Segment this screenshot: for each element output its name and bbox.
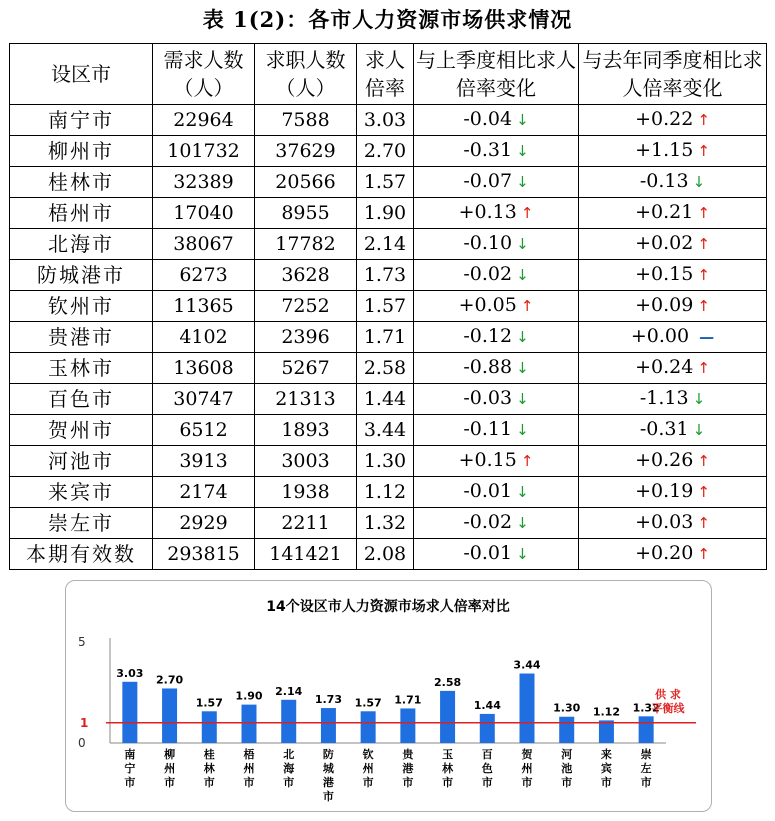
cell-qoq — [414, 539, 579, 570]
cell-demand: 101732 — [153, 136, 255, 167]
bar — [361, 711, 376, 743]
cell-yoy-value: -0.13 — [639, 170, 689, 192]
dash-icon: — — [699, 328, 715, 346]
category-label: 来宾市 — [600, 748, 612, 789]
arrow-up-icon: ↑ — [697, 483, 710, 501]
cell-yoy-value: -1.13 — [639, 387, 689, 409]
header-row — [10, 44, 767, 105]
cell-city: 北海市 — [10, 229, 153, 260]
cell-qoq — [414, 415, 579, 446]
cell-ratio: 2.58 — [357, 353, 414, 384]
ratio-chart — [65, 580, 712, 812]
cell-qoq — [414, 322, 579, 353]
arrow-down-icon: ↓ — [516, 111, 529, 129]
bar-value-label: 1.71 — [394, 693, 422, 707]
cell-qoq — [414, 508, 579, 539]
cell-yoy-value: +0.15 — [635, 263, 694, 285]
arrow-up-icon: ↑ — [697, 266, 710, 284]
cell-qoq — [414, 446, 579, 477]
cell-city: 百色市 — [10, 384, 153, 415]
arrow-down-icon: ↓ — [516, 390, 529, 408]
cell-ratio: 1.57 — [357, 167, 414, 198]
cell-city: 河池市 — [10, 446, 153, 477]
cell-ratio: 1.73 — [357, 260, 414, 291]
arrow-down-icon: ↓ — [516, 142, 529, 160]
cell-qoq — [414, 229, 579, 260]
cell-yoy — [579, 539, 767, 570]
bar-value-label: 1.73 — [314, 693, 342, 707]
bar — [559, 717, 574, 743]
cell-qoq-value: +0.15 — [458, 449, 517, 471]
cell-demand: 13608 — [153, 353, 255, 384]
cell-yoy-value: +0.02 — [635, 232, 694, 254]
col-header-demand: 需求人数（人） — [153, 44, 255, 105]
arrow-down-icon: ↓ — [516, 328, 529, 346]
arrow-up-icon: ↑ — [697, 297, 710, 315]
cell-seekers: 5267 — [255, 353, 357, 384]
bar — [242, 705, 257, 743]
arrow-up-icon: ↑ — [697, 514, 710, 532]
cell-seekers: 8955 — [255, 198, 357, 229]
cell-qoq-value: -0.03 — [463, 387, 513, 409]
cell-qoq-value: -0.02 — [463, 511, 513, 533]
bar-value-label: 1.90 — [235, 689, 263, 703]
cell-qoq — [414, 105, 579, 136]
cell-seekers: 2211 — [255, 508, 357, 539]
arrow-up-icon: ↑ — [520, 297, 534, 315]
table-row — [10, 167, 767, 198]
cell-city: 崇左市 — [10, 508, 153, 539]
table-row — [10, 477, 767, 508]
table-body — [10, 105, 767, 570]
table-row — [10, 105, 767, 136]
cell-qoq — [414, 353, 579, 384]
col-header-qoq: 与上季度相比求人倍率变化 — [414, 44, 579, 105]
cell-yoy-value: +0.20 — [635, 542, 694, 564]
cell-city: 柳州市 — [10, 136, 153, 167]
balance-line-value: 1 — [80, 715, 89, 730]
arrow-down-icon: ↓ — [692, 390, 706, 408]
cell-yoy — [579, 198, 767, 229]
cell-ratio: 3.44 — [357, 415, 414, 446]
cell-ratio: 1.90 — [357, 198, 414, 229]
cell-demand: 22964 — [153, 105, 255, 136]
cell-city: 本期有效数 — [10, 539, 153, 570]
col-header-ratio: 求人倍率 — [357, 44, 414, 105]
balance-line-annotation: 供 求平衡线 — [651, 688, 685, 715]
arrow-down-icon: ↓ — [516, 514, 529, 532]
arrow-down-icon: ↓ — [516, 359, 529, 377]
bar-value-label: 1.44 — [473, 698, 501, 712]
bar — [122, 682, 137, 743]
cell-yoy-value: +0.19 — [635, 480, 694, 502]
chart-title: 14个设区市人力资源市场求人倍率对比 — [266, 599, 510, 615]
cell-qoq-value: -0.07 — [463, 170, 513, 192]
cell-city: 钦州市 — [10, 291, 153, 322]
cell-qoq-value: -0.04 — [463, 108, 513, 130]
table-row — [10, 198, 767, 229]
cell-ratio: 2.08 — [357, 539, 414, 570]
cell-demand: 293815 — [153, 539, 255, 570]
arrow-up-icon: ↑ — [697, 111, 710, 129]
cell-city: 贺州市 — [10, 415, 153, 446]
cell-qoq-value: -0.01 — [463, 480, 513, 502]
cell-city: 南宁市 — [10, 105, 153, 136]
cell-yoy-value: +0.03 — [635, 511, 694, 533]
supply-demand-table — [9, 43, 767, 570]
cell-demand: 2174 — [153, 477, 255, 508]
bar — [400, 708, 415, 743]
cell-qoq — [414, 260, 579, 291]
bar-value-label: 2.70 — [156, 673, 184, 687]
table-row — [10, 353, 767, 384]
cell-demand: 3913 — [153, 446, 255, 477]
arrow-up-icon: ↑ — [697, 204, 710, 222]
table-row — [10, 446, 767, 477]
cell-seekers: 20566 — [255, 167, 357, 198]
cell-seekers: 1938 — [255, 477, 357, 508]
cell-qoq — [414, 136, 579, 167]
category-label: 防城港市 — [322, 748, 334, 803]
arrow-up-icon: ↑ — [697, 235, 710, 253]
arrow-down-icon: ↓ — [516, 235, 529, 253]
bar-value-label: 1.32 — [632, 701, 660, 715]
cell-seekers: 37629 — [255, 136, 357, 167]
bar — [162, 688, 177, 743]
cell-yoy — [579, 384, 767, 415]
col-header-yoy: 与去年同季度相比求人倍率变化 — [579, 44, 767, 105]
cell-qoq — [414, 167, 579, 198]
cell-ratio: 1.44 — [357, 384, 414, 415]
cell-yoy — [579, 229, 767, 260]
arrow-up-icon: ↑ — [697, 142, 710, 160]
cell-yoy-value: +0.22 — [635, 108, 694, 130]
table-row — [10, 539, 767, 570]
bar-value-label: 3.44 — [513, 658, 541, 672]
table-row — [10, 136, 767, 167]
cell-qoq — [414, 477, 579, 508]
y-tick-label: 5 — [78, 635, 86, 649]
category-label: 贵港市 — [402, 748, 414, 789]
arrow-down-icon: ↓ — [516, 545, 529, 563]
cell-qoq-value: -0.02 — [463, 263, 513, 285]
bar-value-label: 3.03 — [116, 666, 144, 680]
bar-value-label: 2.14 — [275, 684, 303, 698]
category-label: 钦州市 — [362, 748, 374, 789]
cell-ratio: 1.71 — [357, 322, 414, 353]
category-label: 梧州市 — [243, 748, 255, 789]
cell-city: 贵港市 — [10, 322, 153, 353]
category-label: 柳州市 — [164, 748, 176, 789]
arrow-up-icon: ↑ — [520, 452, 534, 470]
bar-value-label: 1.57 — [195, 696, 223, 710]
cell-demand: 6512 — [153, 415, 255, 446]
bar-value-label: 1.30 — [553, 701, 581, 715]
category-label: 百色市 — [481, 748, 493, 789]
cell-yoy — [579, 260, 767, 291]
bar — [202, 711, 217, 743]
cell-seekers: 141421 — [255, 539, 357, 570]
cell-demand: 6273 — [153, 260, 255, 291]
ratio-chart-svg — [66, 581, 711, 811]
category-label: 贺州市 — [521, 748, 533, 789]
cell-seekers: 21313 — [255, 384, 357, 415]
cell-yoy — [579, 508, 767, 539]
cell-city: 玉林市 — [10, 353, 153, 384]
arrow-down-icon: ↓ — [692, 421, 706, 439]
cell-seekers: 7252 — [255, 291, 357, 322]
cell-seekers: 2396 — [255, 322, 357, 353]
cell-demand: 32389 — [153, 167, 255, 198]
cell-city: 来宾市 — [10, 477, 153, 508]
cell-demand: 38067 — [153, 229, 255, 260]
cell-ratio: 1.30 — [357, 446, 414, 477]
table-row — [10, 291, 767, 322]
category-label: 桂林市 — [203, 748, 215, 789]
category-label: 河池市 — [561, 748, 573, 789]
cell-yoy-value: -0.31 — [639, 418, 689, 440]
cell-demand: 11365 — [153, 291, 255, 322]
cell-qoq-value: -0.10 — [463, 232, 513, 254]
bar — [480, 714, 495, 743]
table-row — [10, 229, 767, 260]
cell-seekers: 7588 — [255, 105, 357, 136]
bar — [281, 700, 296, 743]
arrow-down-icon: ↓ — [692, 173, 706, 191]
cell-qoq-value: -0.12 — [463, 325, 513, 347]
table-row — [10, 322, 767, 353]
cell-yoy-value: +0.00 — [630, 325, 690, 347]
cell-seekers: 17782 — [255, 229, 357, 260]
cell-qoq-value: -0.31 — [463, 139, 513, 161]
table-row — [10, 508, 767, 539]
cell-yoy — [579, 167, 767, 198]
arrow-down-icon: ↓ — [516, 266, 529, 284]
cell-yoy-value: +0.21 — [635, 201, 694, 223]
category-label: 崇左市 — [640, 748, 652, 789]
bar — [639, 716, 654, 743]
cell-ratio: 2.14 — [357, 229, 414, 260]
bar-value-label: 1.12 — [592, 705, 620, 719]
cell-ratio: 2.70 — [357, 136, 414, 167]
cell-yoy — [579, 415, 767, 446]
arrow-up-icon: ↑ — [520, 204, 534, 222]
col-header-seekers: 求职人数（人） — [255, 44, 357, 105]
cell-yoy-value: +0.09 — [635, 294, 694, 316]
cell-ratio: 3.03 — [357, 105, 414, 136]
bar — [599, 720, 614, 743]
cell-seekers: 3628 — [255, 260, 357, 291]
arrow-down-icon: ↓ — [516, 421, 529, 439]
bar-value-label: 1.57 — [354, 696, 382, 710]
cell-demand: 17040 — [153, 198, 255, 229]
cell-city: 梧州市 — [10, 198, 153, 229]
cell-ratio: 1.12 — [357, 477, 414, 508]
cell-qoq-value: +0.05 — [458, 294, 517, 316]
cell-yoy — [579, 105, 767, 136]
cell-yoy — [579, 353, 767, 384]
table-row — [10, 415, 767, 446]
cell-ratio: 1.57 — [357, 291, 414, 322]
bar — [440, 691, 455, 743]
cell-demand: 2929 — [153, 508, 255, 539]
table-row — [10, 384, 767, 415]
cell-qoq — [414, 384, 579, 415]
bar-value-label: 2.58 — [434, 675, 462, 689]
cell-yoy — [579, 446, 767, 477]
cell-ratio: 1.32 — [357, 508, 414, 539]
arrow-up-icon: ↑ — [697, 545, 710, 563]
table-title: 表 1(2)：各市人力资源市场供求情况 — [202, 7, 573, 32]
category-label: 玉林市 — [442, 748, 454, 789]
cell-yoy — [579, 477, 767, 508]
cell-city: 桂林市 — [10, 167, 153, 198]
cell-demand: 4102 — [153, 322, 255, 353]
cell-seekers: 3003 — [255, 446, 357, 477]
y-tick-label: 0 — [78, 736, 86, 750]
col-header-city: 设区市 — [10, 44, 153, 105]
cell-yoy — [579, 291, 767, 322]
cell-yoy-value: +1.15 — [635, 139, 694, 161]
arrow-up-icon: ↑ — [697, 452, 710, 470]
cell-demand: 30747 — [153, 384, 255, 415]
bar — [321, 708, 336, 743]
cell-yoy-value: +0.26 — [635, 449, 694, 471]
arrow-down-icon: ↓ — [516, 483, 529, 501]
cell-qoq-value: -0.11 — [463, 418, 513, 440]
cell-city: 防城港市 — [10, 260, 153, 291]
table-row — [10, 260, 767, 291]
cell-qoq-value: +0.13 — [458, 201, 517, 223]
cell-seekers: 1893 — [255, 415, 357, 446]
cell-qoq — [414, 291, 579, 322]
cell-yoy-value: +0.24 — [635, 356, 694, 378]
category-label: 北海市 — [283, 748, 295, 789]
cell-qoq-value: -0.01 — [463, 542, 513, 564]
cell-yoy — [579, 322, 767, 353]
category-label: 南宁市 — [124, 748, 136, 789]
cell-qoq — [414, 198, 579, 229]
cell-yoy — [579, 136, 767, 167]
bar — [520, 674, 535, 743]
arrow-up-icon: ↑ — [697, 359, 710, 377]
cell-qoq-value: -0.88 — [463, 356, 513, 378]
arrow-down-icon: ↓ — [516, 173, 529, 191]
